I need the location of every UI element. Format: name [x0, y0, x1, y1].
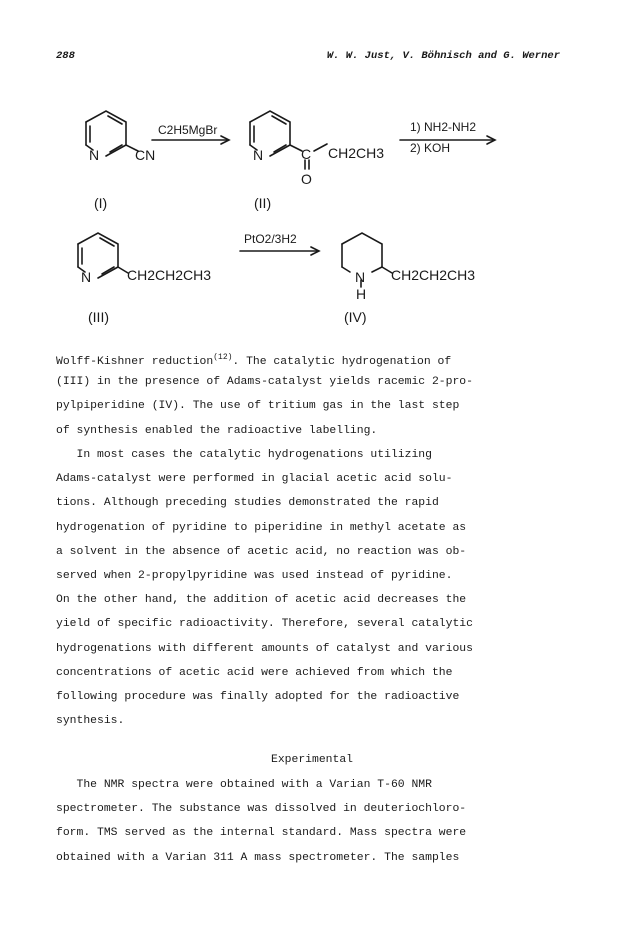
text-line: spectrometer. The substance was dissolved in deuteriochloro- — [56, 803, 467, 816]
substituent-propyl: CH2CH2CH3 — [391, 267, 476, 283]
substituent-propyl: CH2CH2CH3 — [127, 267, 212, 283]
text-line: concentrations of acetic acid were achieved from which the — [56, 666, 453, 679]
text-line: following procedure was finally adopted for the radioactive — [56, 690, 460, 703]
text-line: obtained with a Varian 311 A mass spectrometer. The samples — [56, 851, 460, 864]
text-line: pylpiperidine (IV). The use of tritium gas in the last step — [56, 400, 460, 413]
text-line: (III) in the presence of Adams-catalyst yields racemic 2-pro- — [56, 376, 473, 389]
paragraph-synthesis — [56, 346, 566, 443]
running-header-authors: W. W. Just, V. Böhnisch and G. Werner — [326, 50, 560, 62]
text-line: a solvent in the absence of acetic acid, no reaction was ob- — [56, 545, 467, 558]
reagent-koh: 2) KOH — [410, 141, 451, 155]
atom-h: H — [356, 286, 367, 302]
compound-label-i: (I) — [94, 195, 108, 211]
reagent-grignard: C2H5MgBr — [158, 123, 218, 137]
text-line: form. TMS served as the internal standard. Mass spectra were — [56, 827, 467, 840]
text-line: On the other hand, the addition of acetic acid decreases the — [56, 594, 467, 607]
compound-label-iv: (IV) — [344, 309, 367, 325]
compound-label-iii: (III) — [88, 309, 109, 325]
atom-n: N — [89, 147, 100, 163]
text-line: synthesis. — [56, 715, 125, 728]
atom-o: O — [301, 171, 312, 187]
text-line: served when 2-propylpyridine was used instead of pyridine. — [56, 569, 453, 582]
text-line: yield of specific radioactivity. Therefore, several catalytic — [56, 618, 473, 631]
substituent-ethyl: CH2CH3 — [328, 145, 385, 161]
text-line: of synthesis enabled the radioactive labelling. — [56, 424, 378, 437]
paragraph-hydrogenation — [56, 443, 566, 733]
page-number: 288 — [56, 50, 75, 62]
text-line: tions. Although preceding studies demonstrated the rapid — [56, 497, 439, 510]
text-line: Wolff-Kishner reduction$^{(12)}$. The catalytic hydrogenation of — [56, 353, 452, 368]
atom-n: N — [81, 269, 92, 285]
piperidine-ring-iv — [342, 233, 392, 287]
text-line: Adams-catalyst were performed in glacial acetic acid solu- — [56, 473, 453, 486]
atom-n: N — [253, 147, 264, 163]
atom-c: C — [301, 146, 312, 162]
reagent-platinum-tritium: PtO2/3H2 — [244, 232, 297, 246]
reagent-hydrazine: 1) NH2-NH2 — [410, 120, 477, 134]
paragraph-experimental — [56, 773, 566, 870]
atom-n: N — [355, 269, 366, 285]
text-line: hydrogenation of pyridine to piperidine in methyl acetate as — [56, 521, 467, 534]
text-line: In most cases the catalytic hydrogenations utilizing — [56, 449, 432, 461]
section-heading-experimental: Experimental — [270, 754, 354, 766]
substituent-cn: CN — [135, 147, 156, 163]
text-line: hydrogenations with different amounts of catalyst and various — [56, 642, 473, 655]
text-line: The NMR spectra were obtained with a Varian T-60 NMR — [56, 779, 432, 791]
reference-marker: (12) — [213, 353, 233, 362]
reaction-scheme — [0, 100, 624, 340]
compound-label-ii: (II) — [254, 195, 272, 211]
